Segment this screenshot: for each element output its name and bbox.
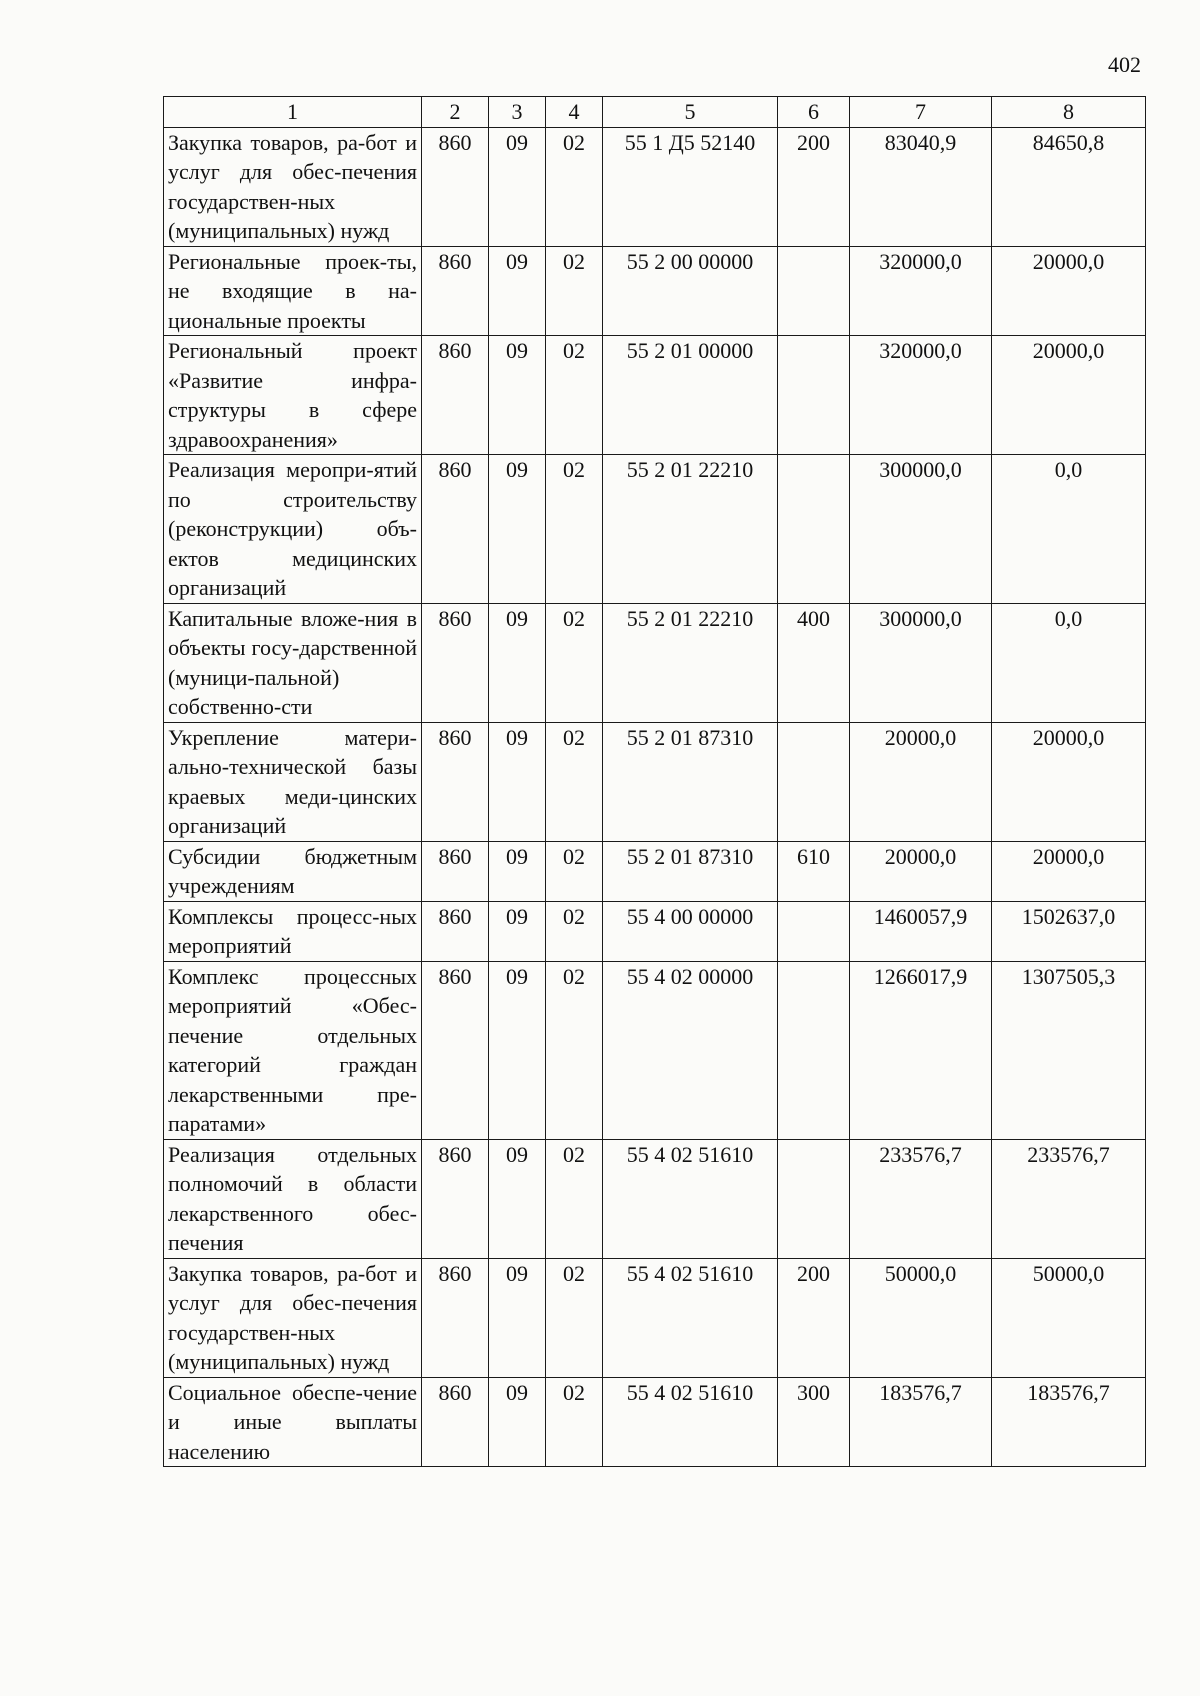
- cell-amount-col7: 1460057,9: [850, 901, 992, 961]
- cell-amount-col7: 183576,7: [850, 1377, 992, 1467]
- table-row: [164, 246, 1146, 336]
- cell-expense-type: [778, 455, 850, 604]
- cell-section: 09: [489, 127, 546, 246]
- cell-ministry-code: 860: [422, 901, 489, 961]
- cell-ministry-code: 860: [422, 1377, 489, 1467]
- cell-target-code: 55 2 01 22210: [603, 455, 778, 604]
- cell-ministry-code: 860: [422, 127, 489, 246]
- cell-expense-type: [778, 336, 850, 455]
- row-name: Региональный проект «Развитие инфра-структуры в сфере здравоохранения»: [164, 336, 422, 455]
- cell-section: 09: [489, 841, 546, 901]
- cell-target-code: 55 4 02 51610: [603, 1377, 778, 1467]
- cell-expense-type: 200: [778, 1258, 850, 1377]
- row-name: Комплексы процесс-ных мероприятий: [164, 901, 422, 961]
- cell-target-code: 55 2 01 87310: [603, 722, 778, 841]
- table-row: [164, 336, 1146, 455]
- cell-amount-col8: 183576,7: [992, 1377, 1146, 1467]
- row-name: Комплекс процессных мероприятий «Обес-печение отдельных категорий граждан лекарственными пре-паратами»: [164, 961, 422, 1139]
- cell-amount-col8: 1307505,3: [992, 961, 1146, 1139]
- cell-amount-col7: 320000,0: [850, 246, 992, 336]
- row-name: Субсидии бюджетным учреждениям: [164, 841, 422, 901]
- cell-target-code: 55 2 00 00000: [603, 246, 778, 336]
- cell-target-code: 55 1 Д5 52140: [603, 127, 778, 246]
- cell-amount-col8: 0,0: [992, 455, 1146, 604]
- cell-amount-col7: 300000,0: [850, 455, 992, 604]
- cell-target-code: 55 2 01 22210: [603, 603, 778, 722]
- cell-amount-col8: 20000,0: [992, 722, 1146, 841]
- cell-subsection: 02: [546, 901, 603, 961]
- column-header: 8: [992, 97, 1146, 128]
- cell-target-code: 55 4 02 00000: [603, 961, 778, 1139]
- table-row: [164, 603, 1146, 722]
- row-name: Закупка товаров, ра-бот и услуг для обес-печения государствен-ных (муниципальных) нужд: [164, 1258, 422, 1377]
- column-header: 6: [778, 97, 850, 128]
- cell-amount-col8: 20000,0: [992, 246, 1146, 336]
- table-row: [164, 1377, 1146, 1467]
- cell-section: 09: [489, 603, 546, 722]
- cell-amount-col7: 1266017,9: [850, 961, 992, 1139]
- cell-target-code: 55 2 01 87310: [603, 841, 778, 901]
- cell-subsection: 02: [546, 246, 603, 336]
- cell-subsection: 02: [546, 961, 603, 1139]
- column-header: 1: [164, 97, 422, 128]
- cell-amount-col8: 20000,0: [992, 336, 1146, 455]
- row-name: Закупка товаров, ра-бот и услуг для обес-печения государствен-ных (муниципальных) нужд: [164, 127, 422, 246]
- row-name: Региональные проек-ты, не входящие в на-циональные проекты: [164, 246, 422, 336]
- cell-section: 09: [489, 1377, 546, 1467]
- cell-subsection: 02: [546, 1258, 603, 1377]
- cell-expense-type: [778, 1139, 850, 1258]
- cell-target-code: 55 2 01 00000: [603, 336, 778, 455]
- cell-amount-col8: 50000,0: [992, 1258, 1146, 1377]
- table-row: [164, 127, 1146, 246]
- cell-ministry-code: 860: [422, 1258, 489, 1377]
- cell-amount-col7: 233576,7: [850, 1139, 992, 1258]
- row-name: Реализация отдельных полномочий в области лекарственного обес-печения: [164, 1139, 422, 1258]
- table-row: [164, 1139, 1146, 1258]
- column-header: 2: [422, 97, 489, 128]
- cell-section: 09: [489, 901, 546, 961]
- cell-expense-type: [778, 901, 850, 961]
- cell-subsection: 02: [546, 455, 603, 604]
- cell-amount-col8: 1502637,0: [992, 901, 1146, 961]
- cell-ministry-code: 860: [422, 841, 489, 901]
- cell-amount-col7: 20000,0: [850, 722, 992, 841]
- column-header: 4: [546, 97, 603, 128]
- table-row: [164, 901, 1146, 961]
- cell-subsection: 02: [546, 841, 603, 901]
- row-name: Реализация меропри-ятий по строительству (реконструкции) объ-ектов медицинских организаций: [164, 455, 422, 604]
- cell-expense-type: [778, 722, 850, 841]
- column-header: 7: [850, 97, 992, 128]
- cell-subsection: 02: [546, 603, 603, 722]
- budget-table: [163, 96, 1146, 1467]
- cell-amount-col7: 83040,9: [850, 127, 992, 246]
- cell-ministry-code: 860: [422, 603, 489, 722]
- row-name: Социальное обеспе-чение и иные выплаты населению: [164, 1377, 422, 1467]
- column-header: 5: [603, 97, 778, 128]
- table-row: [164, 961, 1146, 1139]
- cell-ministry-code: 860: [422, 961, 489, 1139]
- table-row: [164, 455, 1146, 604]
- row-name: Капитальные вложе-ния в объекты госу-дарственной (муници-пальной) собственно-сти: [164, 603, 422, 722]
- cell-section: 09: [489, 1258, 546, 1377]
- cell-amount-col8: 0,0: [992, 603, 1146, 722]
- cell-amount-col8: 84650,8: [992, 127, 1146, 246]
- cell-target-code: 55 4 00 00000: [603, 901, 778, 961]
- cell-target-code: 55 4 02 51610: [603, 1258, 778, 1377]
- header-row: [164, 97, 1146, 128]
- cell-section: 09: [489, 722, 546, 841]
- cell-section: 09: [489, 455, 546, 604]
- cell-amount-col7: 300000,0: [850, 603, 992, 722]
- cell-expense-type: [778, 961, 850, 1139]
- cell-target-code: 55 4 02 51610: [603, 1139, 778, 1258]
- cell-expense-type: 200: [778, 127, 850, 246]
- cell-section: 09: [489, 336, 546, 455]
- cell-subsection: 02: [546, 1377, 603, 1467]
- cell-amount-col7: 320000,0: [850, 336, 992, 455]
- cell-subsection: 02: [546, 1139, 603, 1258]
- cell-subsection: 02: [546, 722, 603, 841]
- row-name: Укрепление матери-ально-технической базы краевых меди-цинских организаций: [164, 722, 422, 841]
- cell-amount-col7: 20000,0: [850, 841, 992, 901]
- cell-ministry-code: 860: [422, 722, 489, 841]
- table-row: [164, 1258, 1146, 1377]
- cell-section: 09: [489, 246, 546, 336]
- cell-section: 09: [489, 961, 546, 1139]
- column-header: 3: [489, 97, 546, 128]
- cell-amount-col7: 50000,0: [850, 1258, 992, 1377]
- page-number: 402: [1108, 52, 1141, 77]
- cell-expense-type: 300: [778, 1377, 850, 1467]
- cell-ministry-code: 860: [422, 455, 489, 604]
- cell-expense-type: 610: [778, 841, 850, 901]
- table-row: [164, 722, 1146, 841]
- cell-ministry-code: 860: [422, 246, 489, 336]
- cell-amount-col8: 233576,7: [992, 1139, 1146, 1258]
- cell-expense-type: 400: [778, 603, 850, 722]
- cell-amount-col8: 20000,0: [992, 841, 1146, 901]
- cell-section: 09: [489, 1139, 546, 1258]
- cell-expense-type: [778, 246, 850, 336]
- cell-subsection: 02: [546, 336, 603, 455]
- cell-ministry-code: 860: [422, 1139, 489, 1258]
- table-row: [164, 841, 1146, 901]
- cell-subsection: 02: [546, 127, 603, 246]
- cell-ministry-code: 860: [422, 336, 489, 455]
